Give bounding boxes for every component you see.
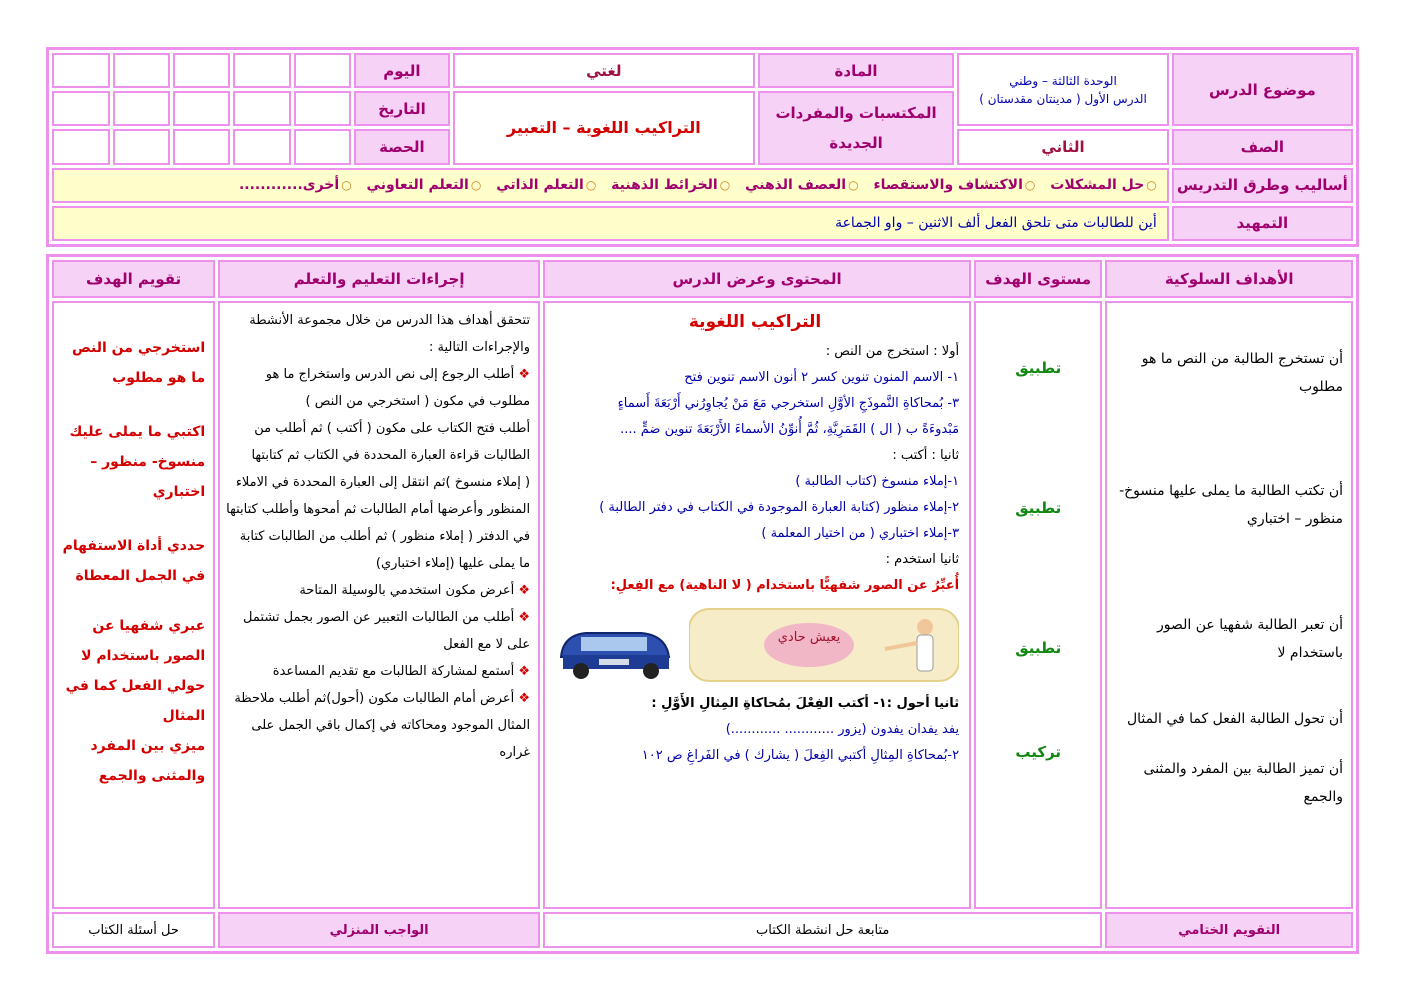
col-level: مستوى الهدف xyxy=(974,260,1102,298)
date-cell-2 xyxy=(233,91,290,126)
subject-label: المادة xyxy=(758,53,954,88)
objective-item: أن تكتب الطالبة ما يملى عليها منسوخ- منظور – اختباري xyxy=(1119,483,1343,527)
content-line: أولا : استخرج من النص : xyxy=(825,344,960,359)
circle-icon: ○ xyxy=(848,178,859,193)
procedure-item: ❖ أعرض مكون استخدمي بالوسيلة المتاحة xyxy=(299,583,531,598)
content-line: يفد يفدان يفدون (يزور ............ ............) xyxy=(725,722,960,737)
content-line: مَبْدوءَةً ب ( ال ) القَمَرِيَّةِ، ثُمَّ أُنوِّنُ الأسماءَ الأَرْبَعَةَ تنوين ضمٍّ .... xyxy=(620,422,960,437)
final-eval-value: متابعة حل انشطة الكتاب xyxy=(543,912,1102,948)
col-objectives: الأهداف السلوكية xyxy=(1105,260,1353,298)
diamond-bullet-icon: ❖ xyxy=(514,610,531,625)
content-line: ٣- بُمحاكاةِ النَّموذَجِ الأوَّلِ استخرجي مَعَ مَنْ يُجاوِرُني أَرْبَعَةَ أَسماءٍ xyxy=(617,396,960,411)
content-line: ثانيا : أكتب : xyxy=(892,448,960,463)
period-cell-2 xyxy=(233,129,290,164)
procedure-item: أطلب فتح الكتاب على مكون ( أكتب ) ثم أطلب من الطالبات قراءة العبارة المحددة في الكتاب ثم كتابتها xyxy=(251,421,531,463)
day-cell-5 xyxy=(52,53,110,88)
period-cell-1 xyxy=(294,129,351,164)
circle-icon: ○ xyxy=(1024,178,1036,193)
wall-writing-picture xyxy=(689,605,959,685)
procedure-item: ❖ أستمع لمشاركة الطالبات مع تقديم المساعدة xyxy=(272,664,531,679)
final-eval-label: التقويم الختامي xyxy=(1105,912,1353,948)
day-cell-2 xyxy=(233,53,290,88)
col-content: المحتوى وعرض الدرس xyxy=(543,260,971,298)
evaluation-item: اكتبي ما يملى عليك منسوخ- منظور – اختباري xyxy=(69,424,206,500)
subject-value: لغتي xyxy=(453,53,755,88)
homework-label: الواجب المنزلي xyxy=(218,912,540,948)
day-label: اليوم xyxy=(354,53,450,88)
content-line: ثانيا أحول :١- أكتب الفِعْلَ بمُحاكاةِ المِثالِ الأَوَّلِ : xyxy=(651,696,960,711)
class-value: الثاني xyxy=(957,129,1168,164)
method-item: ○الاكتشاف والاستقصاء xyxy=(873,177,1036,194)
method-item: ○حل المشكلات xyxy=(1050,177,1157,194)
period-label: الحصة xyxy=(354,129,450,164)
col-procedures: إجراءات التعليم والتعلم xyxy=(218,260,540,298)
period-cell-3 xyxy=(173,129,230,164)
objective-item: أن تحول الطالبة الفعل كما في المثال xyxy=(1126,711,1343,727)
diamond-bullet-icon: ❖ xyxy=(514,664,531,679)
period-cell-4 xyxy=(113,129,170,164)
content-line: ثانيا استخدم : xyxy=(885,552,960,567)
content-line: ٢-بُمحاكاةِ المِثالِ أكتبي الفِعلَ ( يشارك ) في الفَراغِ ص ١٠٢ xyxy=(641,748,960,763)
date-cell-1 xyxy=(294,91,351,126)
unit-line: الوحدة الثالثة – وطني xyxy=(1009,73,1117,88)
date-cell-4 xyxy=(113,91,170,126)
lesson-header-table xyxy=(46,47,1359,247)
procedure-item: ❖ أعرض أمام الطالبات مكون (أحول)ثم أطلب ملاحظة المثال الموجود ومحاكاته في إكمال باقي الجمل على غراره xyxy=(234,691,531,760)
procedures-cell xyxy=(218,301,540,909)
procedure-item: ❖ أطلب الرجوع إلى نص الدرس واستخراج ما هو مطلوب في مكون ( استخرجي من النص ) xyxy=(265,367,531,409)
objective-item: أن تستخرج الطالبة من النص ما هو مطلوب xyxy=(1141,351,1343,395)
lesson-body-table xyxy=(46,254,1359,954)
vocab-label: المكتسبات والمفردات الجديدة xyxy=(758,91,954,164)
level-item: تطبيق xyxy=(1015,639,1062,657)
levels-cell xyxy=(974,301,1102,909)
evaluation-item: ميزي بين المفرد والمثنى والجمع xyxy=(90,738,206,784)
lesson-topic-label: موضوع الدرس xyxy=(1172,53,1353,126)
procedure-item: ( إملاء منسوخ )ثم انتقل إلى العبارة المحددة في الاملاء المنظور وأعرضها أمام الطالبات ثم أمحوها وأطلب كتابتها في الدفتر ( إملاء منظور ) ثم أطلب من الطالبات كتابة ما يملى عليها (إملاء اختباري) xyxy=(226,475,531,571)
circle-icon: ○ xyxy=(585,178,597,193)
evaluation-item: حددي أداة الاستفهام في الجمل المعطاة xyxy=(62,538,206,584)
method-item: ○التعلم التعاوني xyxy=(366,177,482,194)
vocab-value: التراكيب اللغوية – التعبير xyxy=(453,91,755,164)
content-line: ٣-إملاء اختباري ( من اختيار المعلمة ) xyxy=(761,526,960,541)
diamond-bullet-icon: ❖ xyxy=(514,367,531,382)
evaluation-cell xyxy=(52,301,215,909)
diamond-bullet-icon: ❖ xyxy=(514,583,531,598)
car-picture xyxy=(551,605,681,685)
period-cell-5 xyxy=(52,129,110,164)
homework-value: حل أسئلة الكتاب xyxy=(52,912,215,948)
objectives-cell xyxy=(1105,301,1353,909)
content-line: ١- الاسم المنون تنوين كسر ٢ أنون الاسم تنوين فتح xyxy=(684,370,960,385)
method-item: ○التعلم الذاتي xyxy=(496,177,597,194)
lesson-topic-value xyxy=(957,53,1168,126)
day-cell-4 xyxy=(113,53,170,88)
day-cell-3 xyxy=(173,53,230,88)
level-item: تطبيق xyxy=(1015,499,1062,517)
content-line: أُعبِّرُ عن الصور شفهيًّا باستخدام ( لا الناهية) مع الفِعلِ: xyxy=(610,578,960,593)
objective-item: أن تعبر الطالبة شفهيا عن الصور باستخدام لا xyxy=(1157,617,1343,661)
content-title: التراكيب اللغوية xyxy=(688,312,822,332)
evaluation-item: حولي الفعل كما في المثال xyxy=(65,678,206,724)
procedure-item: ❖ أطلب من الطالبات التعبير عن الصور بجمل تشتمل على لا مع الفعل xyxy=(243,610,531,652)
intro-label: التمهيد xyxy=(1172,206,1353,241)
circle-icon: ○ xyxy=(1146,178,1157,193)
col-evaluation: تقويم الهدف xyxy=(52,260,215,298)
content-line: ١-إملاء منسوخ (كتاب الطالبة ) xyxy=(795,474,960,489)
circle-icon: ○ xyxy=(470,178,482,193)
pictures-row xyxy=(551,605,959,685)
evaluation-item: استخرجي من النص ما هو مطلوب xyxy=(71,340,206,386)
method-item: ○الخرائط الذهنية xyxy=(611,177,731,194)
diamond-bullet-icon: ❖ xyxy=(514,691,531,706)
level-item: تطبيق xyxy=(1015,359,1062,377)
procedure-item: تتحقق أهداف هذا الدرس من خلال مجموعة الأنشطة والإجراءات التالية : xyxy=(249,313,531,355)
method-item: ○العصف الذهني xyxy=(745,177,859,194)
date-label: التاريخ xyxy=(354,91,450,126)
level-item: تركيب xyxy=(1015,743,1062,761)
objective-item: أن تميز الطالبة بين المفرد والمثنى والجمع xyxy=(1143,761,1343,805)
method-item: ○أخرى............ xyxy=(238,177,352,194)
intro-value: أين للطالبات متى تلحق الفعل ألف الاثنين – واو الجماعة xyxy=(52,206,1169,241)
class-label: الصف xyxy=(1172,129,1353,164)
date-cell-3 xyxy=(173,91,230,126)
circle-icon: ○ xyxy=(341,178,352,193)
methods-label: أساليب وطرق التدريس xyxy=(1172,168,1353,203)
content-line: ٢-إملاء منظور (كتابة العبارة الموجودة في الكتاب في دفتر الطالبة ) xyxy=(599,500,960,515)
date-cell-5 xyxy=(52,91,110,126)
methods-list xyxy=(52,168,1169,203)
lesson-line: الدرس الأول ( مدينتان مقدستان ) xyxy=(979,91,1147,106)
day-cell-1 xyxy=(294,53,351,88)
evaluation-item: عبري شفهيا عن الصور باستخدام لا xyxy=(81,618,206,664)
wall-text: يعيش حادي xyxy=(777,630,841,645)
circle-icon: ○ xyxy=(719,178,731,193)
content-cell xyxy=(543,301,971,909)
